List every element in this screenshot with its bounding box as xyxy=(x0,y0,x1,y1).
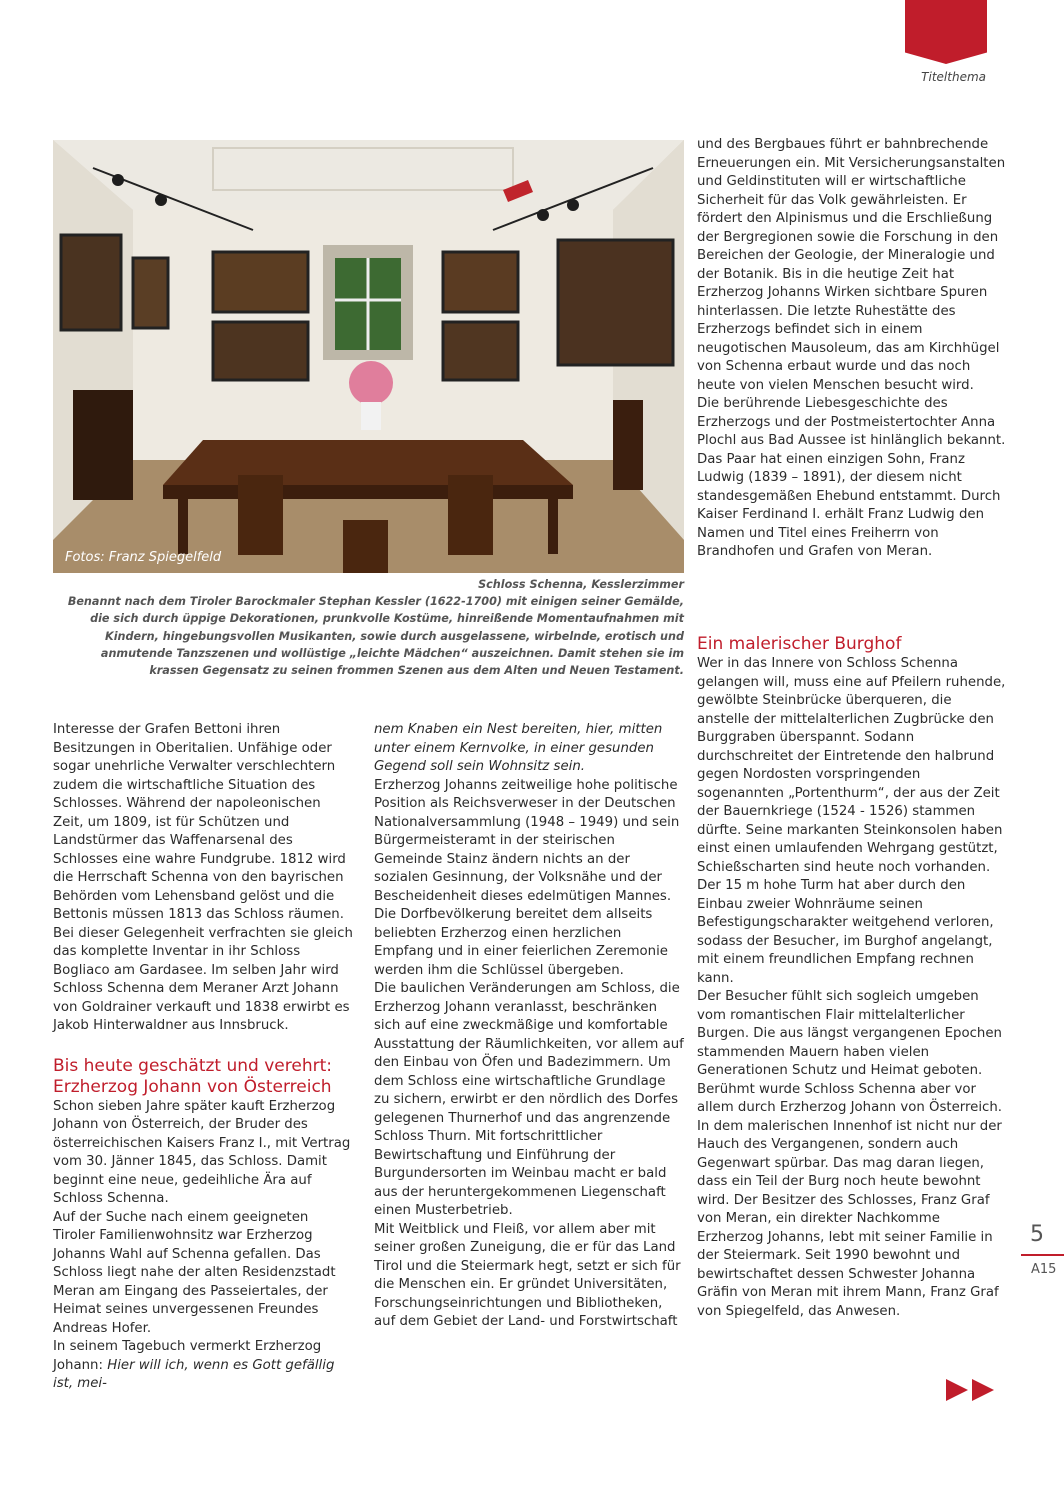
page-number-rule xyxy=(1021,1254,1064,1256)
paragraph-intro: In seinem Tagebuch vermerkt Erzherzog Johann: xyxy=(53,1339,322,1373)
paragraph: Interesse der Grafen Bettoni ihren Besitzungen in Oberitalien. Unfähige oder sogar unehrliche Verwalter verschlechtern zudem die wirtschaftliche Situation des Schlosses. Während der napoleonischen Zeit, um 1809, ist für Schützen und Landstürmer das Waffenarsenal des Schlosses eine wahre Fundgrube. 1812 wird die Herrschaft Schenna von den bayrischen Behörden vom Lehensband gelöst und die Bettonis müssen 1813 das Schloss räumen. Bei dieser Gelegenheit verfrachten sie gleich das komplette Inventar in ihr Schloss Bogliaco am Gardasee. Im selben Jahr wird Schloss Schenna dem Meraner Arzt Johann von Goldrainer verkauft und 1838 erwirbt es Jakob Hinterwaldner aus Innsbruck. xyxy=(53,722,353,1033)
text-column-middle xyxy=(374,721,684,1332)
page-code: A15 xyxy=(1031,1262,1057,1277)
photo-credit: Fotos: Franz Spiegelfeld xyxy=(65,550,222,565)
paragraph: Die berührende Liebesgeschichte des Erzherzogs und der Postmeistertochter Anna Plochl aus Bad Aussee ist hinlänglich bekannt. Das Paar hat einen einzigen Sohn, Franz Ludwig (1839 – 1891), der diesem nicht standesgemäßen Ehebund entstammt. Durch Kaiser Ferdinand I. erhält Franz Ludwig den Namen und Titel eines Freiherrn von Brandhofen und Grafen von Meran. xyxy=(697,396,1006,559)
paragraph: Die baulichen Veränderungen am Schloss, die Erzherzog Johann veranlasst, beschränken sich auf eine zweckmäßige und komfortable Ausstattung der Räumlichkeiten, vor allem auf den Einbau von Öfen und Badezimmern. Um dem Schloss eine wirtschaftliche Grundlage zu sichern, erwirbt er den nördlich des Dorfes gelegenen Thurnerhof und das angrenzende Schloss Thurn. Mit fortschrittlicher Bewirtschaftung und Einführung der Burgundersorten im Weinbau macht er bald aus der heruntergekommenen Liegenschaft einen Musterbetrieb. xyxy=(374,981,684,1218)
diary-quote: Hier will ich, wenn es Gott gefällig ist, mei- xyxy=(53,1357,335,1391)
room-illustration xyxy=(53,140,684,573)
text-column-right-bottom xyxy=(697,634,1007,1321)
paragraph: Erzherzog Johanns zeitweilige hohe politische Position als Reichsverweser in der Deutschen Nationalversammlung (1948 – 1949) und sein Bürgermeisteramt in der steirischen Gemeinde Stainz ändern nichts an der sozialen Gesinnung, der Volksnähe und der Bescheidenheit dieses edelmütigen Mannes. Die Dorfbevölkerung bereitet dem allseits beliebten Erzherzog einen herzlichen Empfang und in einer feierlichen Zeremonie werden ihm die Schlüssel übergeben. xyxy=(374,777,680,978)
diary-quote-continued xyxy=(374,721,684,777)
paragraph: Auf der Suche nach einem geeigneten Tiroler Familienwohnsitz war Erzherzog Johanns Wahl auf Schenna gefallen. Das Schloss liegt nahe der alten Residenzstadt Meran am Eingang des Passeiertales, der Heimat seines unvergessenen Freundes Andreas Hofer. xyxy=(53,1209,336,1336)
paragraph xyxy=(53,1338,353,1394)
section-label: Titelthema xyxy=(921,70,986,84)
section-heading-burghof: Ein malerischer Burghof xyxy=(697,634,902,654)
paragraph: Wer in das Innere von Schloss Schenna gelangen will, muss eine auf Pfeilern ruhende, gewölbte Steinbrücke überqueren, die anstelle der mittelalterlichen Zugbrücke den Burggraben überspannt. Sodann durchschreitet der Eintretende den halbrund gegen Nordosten vorspringenden sogenannten „Portenthurm“, der aus der Zeit der Bauernkriege (1524 - 1526) stammen dürfte. Seine markanten Steinkonsolen haben einst einen umlaufenden Wehrgang gestützt, Schießscharten sind heute noch vorhanden. Der 15 m hohe Turm hat aber durch den Einbau zweier Wohnräume seinen Befestigungscharakter weitgehend verloren, sodass der Besucher, im Burghof angelangt, mit einem freundlichen Empfang rechnen kann. xyxy=(697,656,1006,986)
paragraph: Mit Weitblick und Fleiß, vor allem aber mit seiner großen Zuneigung, die er für das Land Tirol und die Steiermark hegt, setzt er sich für die Menschen ein. Er gründet Universitäten, Forschungseinrichtungen und Bibliotheken, auf dem Gebiet der Land- und Forstwirtschaft xyxy=(374,1221,681,1329)
paragraph: Schon sieben Jahre später kauft Erzherzog Johann von Österreich, der Bruder des österreichischen Kaisers Franz I., mit Vertrag vom 30. Jänner 1845, das Schloss. Damit beginnt eine neue, gedeihliche Ära auf Schloss Schenna. xyxy=(53,1098,351,1206)
double-arrow-right-icon[interactable] xyxy=(946,1379,998,1401)
paragraph: In dem malerischen Innenhof ist nicht nur der Hauch des Vergangenen, sondern auch Gegenwart spürbar. Das mag daran liegen, dass ein Teil der Burg noch heute bewohnt wird. Der Besitzer des Schlosses, Franz Graf von Meran, ein direkter Nachkomme Erzherzog Johanns, lebt mit seiner Familie in der Steiermark. Seit 1990 bewohnt und bewirtschaftet dessen Schwester Johanna Gräfin von Meran mit ihrem Mann, Franz Graf von Spiegelfeld, das Anwesen. xyxy=(697,1118,1002,1319)
caption-body: Benannt nach dem Tiroler Barockmaler Stephan Kessler (1622-1700) mit einigen seiner Gemälde, die sich durch üppige Dekorationen, prunkvolle Kostüme, hinreißende Momentaufnahmen mit Kindern, hingebungsvollen Musikanten, sowie durch ausgelassene, wirbelnde, erotisch und anmutende Tanzszenen und wollüstige „leichte Mädchen“ auszeichnen. Damit stehen sie im krassen Gegensatz zu seinen frommen Szenen aus dem Alten und Neuen Testament. xyxy=(67,595,684,678)
figure-caption xyxy=(53,576,684,679)
section-heading-erzherzog: Bis heute geschätzt und verehrt: Erzherzog Johann von Österreich xyxy=(53,1055,332,1097)
paragraph: Der Besucher fühlt sich sogleich umgeben vom romantischen Flair mittelalterlicher Burgen. Die aus längst vergangenen Epochen stammenden Mauern haben vielen Generationen Schutz und Heimat geboten. Berühmt wurde Schloss Schenna aber vor allem durch Erzherzog Johann von Österreich. xyxy=(697,989,1003,1115)
caption-title: Schloss Schenna, Kesslerzimmer xyxy=(478,578,684,591)
section-tab-marker xyxy=(905,0,987,64)
text-column-right-top xyxy=(697,136,1007,562)
paragraph: und des Bergbaues führt er bahnbrechende Erneuerungen ein. Mit Versicherungsanstalten und Geldinstituten will er wirtschaftliche Sicherheit für das Volk gewährleisten. Er fördert den Alpinismus und die Erschließung der Bergregionen sowie die Forschung in den Bereichen der Geologie, der Mineralogie und der Botanik. Bis in die heutige Zeit hat Erzherzog Johanns Wirken sichtbare Spuren hinterlassen. Die letzte Ruhestätte des Erzherzogs befindet sich in einem neugotischen Mausoleum, das am Kirchhügel von Schenna erbaut wurde und das noch heute von vielen Menschen besucht wird. xyxy=(697,137,1006,393)
quote-text: nem Knaben ein Nest bereiten, hier, mitten unter einem Kernvolke, in einer gesunden Gegend soll sein Wohnsitz sein. xyxy=(374,722,663,774)
kesslerzimmer-photo xyxy=(53,140,684,573)
text-column-left xyxy=(53,721,353,1394)
page-number: 5 xyxy=(1030,1222,1044,1247)
